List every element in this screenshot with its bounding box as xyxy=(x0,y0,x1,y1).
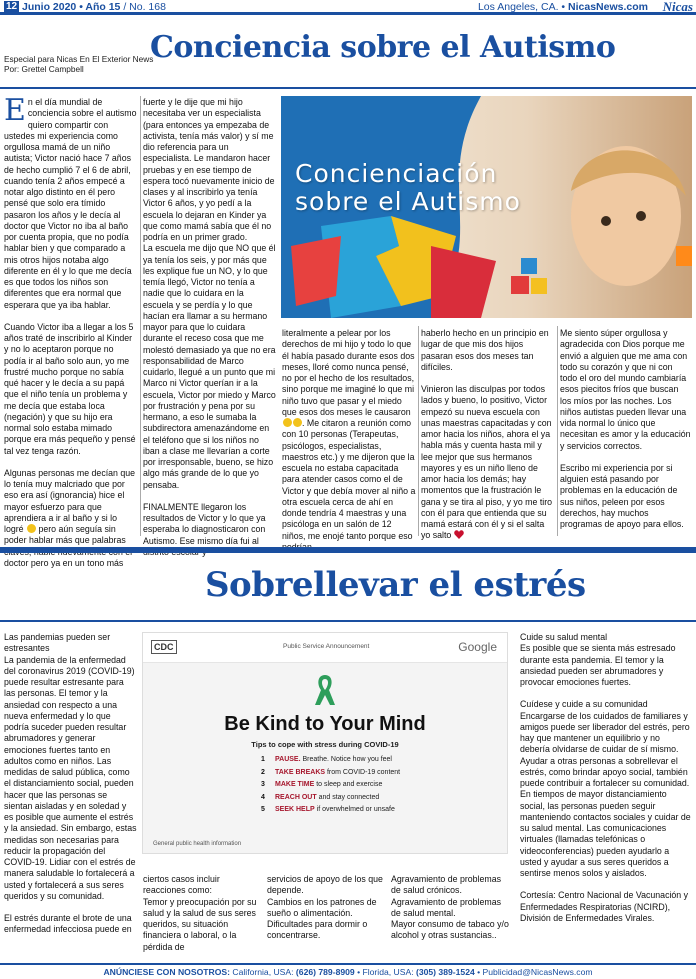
column-divider xyxy=(418,326,419,536)
list-item: 3 MAKE TIME to sleep and exercise xyxy=(261,781,383,788)
article2-right-col: Cuide su salud mental Es posible que se sienta más estresado durante esta pandemia. El temor y la ansiedad pueden ser abrumadores y provocar emociones fuertes. Cuídese y cuide a su comunidad Encargarse de los cuidados de familiares y amigos puede ser liberador del estrés, pero hay que mantener un equilibrio y no debería olvidarse de cuidar de sí mismo. Ayudar a otras personas a sobrellevar el estrés, como brindar apoyo social, también puede contribuir a fortalecer su comunidad. En tiempos de mayor distanciamiento social, las personas pueden seguir manteniendo contactos sociales y cuidar de su salud mental. Las comunicaciones virtuales (llamadas telefónicas o videoconferencias) pueden ayudarlo a usted y ayudar a sus seres queridos a sentirse menos solos y aislados. Cortesía: Centro Nacional de Vacunación y Enfermedades Respiratorias (NCIRD), División de Enfermedades Virales. xyxy=(520,632,691,923)
page-header xyxy=(0,0,696,15)
psa-label: Public Service Announcement xyxy=(283,643,370,650)
emoji-icon xyxy=(283,418,292,427)
psa-headline: Be Kind to Your Mind xyxy=(224,713,426,735)
article-title-autismo: Conciencia sobre el Autismo xyxy=(150,30,616,65)
google-logo: Google xyxy=(458,640,497,654)
psa-topbar xyxy=(143,633,507,663)
autism-awareness-image xyxy=(281,96,692,318)
article2-mid-col1: ciertos casos incluir reacciones como: Temor y preocupación por su salud y la salud de sus seres queridos, su situación financiera o laboral, o la pérdida de xyxy=(143,874,257,952)
title-rule xyxy=(0,87,696,89)
article2-mid-col2: servicios de apoyo de los que depende. Cambios en los patrones de sueño o alimentación. Dificultades para dormir o concentrarse. xyxy=(267,874,383,941)
article-title-estres: Sobrellevar el estrés xyxy=(205,565,586,605)
awareness-ribbon-icon xyxy=(313,673,337,707)
psa-footer: General public health information xyxy=(153,841,242,847)
article1-col2: fuerte y le dije que mi hijo necesitaba ver un especialista (para entonces ya empezaba de activista, tenía más valor) y sí me dio referencia para un especialista. Le mandaron hacer pruebas y en ese tiempo de espera tocó nuevamente inicio de clases y al inscribirlo ya tenía Victor 6 años, y yo pedí a la escuela lo dejaran en Kinder ya que como mamá sabía que él no podría en un primer grado. La escuela me dijo que NO que él ya tenía los seis, y por más que les explique fue un NO, y lo que temía llegó, Victor no tenía a nadie que lo cuidara en la escuela y se perdía y lo que hacían era llamar a su hermano mayor para que lo cuidara durante el receso cosa que me molestó demasiado ya que no era responsabilidad de Marco cuidarlo, llegué a un punto que mi Marco ni Victor querían ir a la escuela, Victor por miedo y Marco por frustración y pena por su hermano, a eso le sumaba la subdirectora amenazándome en el teléfono que si los niños no iban a clase me llevarían a corte por irresponsable, bueno, se hizo algo más grande de lo que yo pensaba. FINALMENTE llegaron los resultados de Victor y lo que ya esperaba lo diagnosticaron con Autismo. Ese mismo día fui al xyxy=(143,97,276,546)
page-footer: ANÚNCIESE CON NOSOTROS: California, USA: (626) 789-8909 • Florida, USA: (305) 389-1524 • Publicidad@NicasNews.com xyxy=(0,963,696,979)
list-item: 5 SEEK HELP if overwhelmed or unsafe xyxy=(261,806,395,813)
page-number: 12 xyxy=(6,1,18,12)
list-item: 1 PAUSE. Breathe. Notice how you feel xyxy=(261,756,392,763)
heart-icon xyxy=(454,530,464,539)
article1-col4: haberlo hecho en un principio en lugar de que mis dos hijos pasaran esos dos meses tan difíciles. Vinieron las disculpas por todos lados y bueno, lo positivo, Victor empezó su nueva escuela con unas maestras capacitadas y con amor hacia los niños, ahora el ya habla más y cuenta hasta mil y lee mejor que sus hermanos mayores y es un niño lleno de amor hacia los demás; hay momentos que la frustración le gana y se tira al piso, y yo me tiro con él para que entienda que su mamá estará con él y si el salta yo salto xyxy=(421,328,553,541)
article1-col1: En el día mundial de conciencia sobre el autismo quiero compartir con ustedes mi experiencia como orgullosa mamá de un niño autista; Victor nació hace 7 años de hecho cumplió 7 el 6 de abril, cuando tenía 2 años empecé a notar algo distinto en él pero pensé que solo era tímido pasaron los años y le decía al doctor que Victor no iba al baño por cuenta propia, que no podía hablar bien y que comparado a mis otros hijos notaba algo diferente en él y lo que me decía es que todos los niños son diferentes que era normal que esperara que ya iba hablar. Cuando Victor iba a llegar a los 5 años traté de inscribirlo al Kinder y no lo aceptaron porque no podía ir al baño solo aun, yo me frustré mucho porque no sabía qué hacer y le decía a su papá que el niño tenía un problema y me decía que estaba loca (negación) y que su hijo era normal solo estaba mimado porque era más pequeño y pensé tal vez tenga razón. Algunas personas me decían que lo tenía muy malcriado que por eso era así (ignorancia) hice el mayor esfuerzo para que aprendiera a ir al baño y si lo logré pero aún seguía sin poder hablar más que palabras doctor pero ya en un tono más xyxy=(4,93,137,568)
logo: Nicas xyxy=(662,0,693,14)
list-item: 4 REACH OUT and stay connected xyxy=(261,793,380,801)
article1-col5: Me siento súper orgullosa y agradecida con Dios porque me envió a alguien que me ama con todo su corazón y que ni con todo el oro del mundo cambiaría esos piecitos fríos que buscan los míos por las noches. Los niños autistas pueden llevar una vida normal lo único que necesitan es amor y la educación y servicios correctos. Escribo mi experiencia por si alguien está pasando por problemas en la educación de sus niños, peleen por esos derechos, hay muchos programas de apoyo para ellos. xyxy=(560,328,691,529)
emoji-icon xyxy=(293,418,302,427)
column-divider xyxy=(557,326,558,536)
list-item: 2 TAKE BREAKS from COVID-19 content xyxy=(261,768,401,776)
section-divider xyxy=(0,547,696,553)
title-rule xyxy=(0,620,696,622)
psa-subheadline: Tips to cope with stress during COVID-19 xyxy=(251,740,399,749)
article2-left-col: Las pandemias pueden ser estresantes La pandemia de la enfermedad del coronavirus 2019 (COVID-19) puede resultar estresante para las personas. El temor y la ansiedad con respecto a una nueva enfermedad y lo que podría suceder pueden resultar abrumadores y generar emociones fuertes tanto en adultos como en niños. Las medidas de salud pública, como el distanciamiento social, pueden hacer que las personas se sientan aisladas y en soledad y es posible que aumente el estrés y la ansiedad. Sin embargo, estas medidas son necesarias para reducir la propagación del COVID-19. Lidiar con el estrés de manera saludable lo fortalecerá a usted y fortalecerá a sus seres queridos y su comunidad. El estrés durante el brote de una enfermedad infecciosa puede en xyxy=(4,632,137,935)
image-caption-text: Concienciación sobre el Autismo xyxy=(295,159,521,216)
byline: Especial para Nicas En El Exterior News Por: Grettel Campbell xyxy=(4,54,154,74)
column-divider xyxy=(140,96,141,536)
article2-mid-col3: Agravamiento de problemas de salud crónicos. Agravamiento de problemas de salud mental. Mayor consumo de tabaco y/o alcohol y otras sustancias.. xyxy=(391,874,509,941)
issue-info: Junio 2020 • Año 15 / No. 168 xyxy=(22,1,166,13)
location-site: Los Angeles, CA. • NicasNews.com xyxy=(477,1,648,13)
flex-emoji-icon xyxy=(27,524,36,533)
article1-col3: literalmente a pelear por los derechos de mi hijo y todo lo que él había pasado durante esos dos meses, lloré como nunca pensé, no por el hecho de los resultados, sino porque me imaginé lo que mi niño tuvo que pasar y el miedo que esos dos meses le causaron . Me citaron a reunión como con 10 personas (Terapeutas, psicólogos, especialistas, maestros etc.) y me dijeron que la escuela no estaba capacitada para atender casos como el de Victor y que debía mover al niño a otra escuela cerca de ahí en donde tendría 4 maestras y una psicóloga en un salón de 12 niños, me enojé tanto porque eso xyxy=(282,328,416,541)
cdc-psa-image xyxy=(142,632,508,854)
drop-cap: E xyxy=(4,93,26,128)
psa-tips-list xyxy=(261,754,400,817)
cdc-logo: CDC xyxy=(151,640,177,654)
